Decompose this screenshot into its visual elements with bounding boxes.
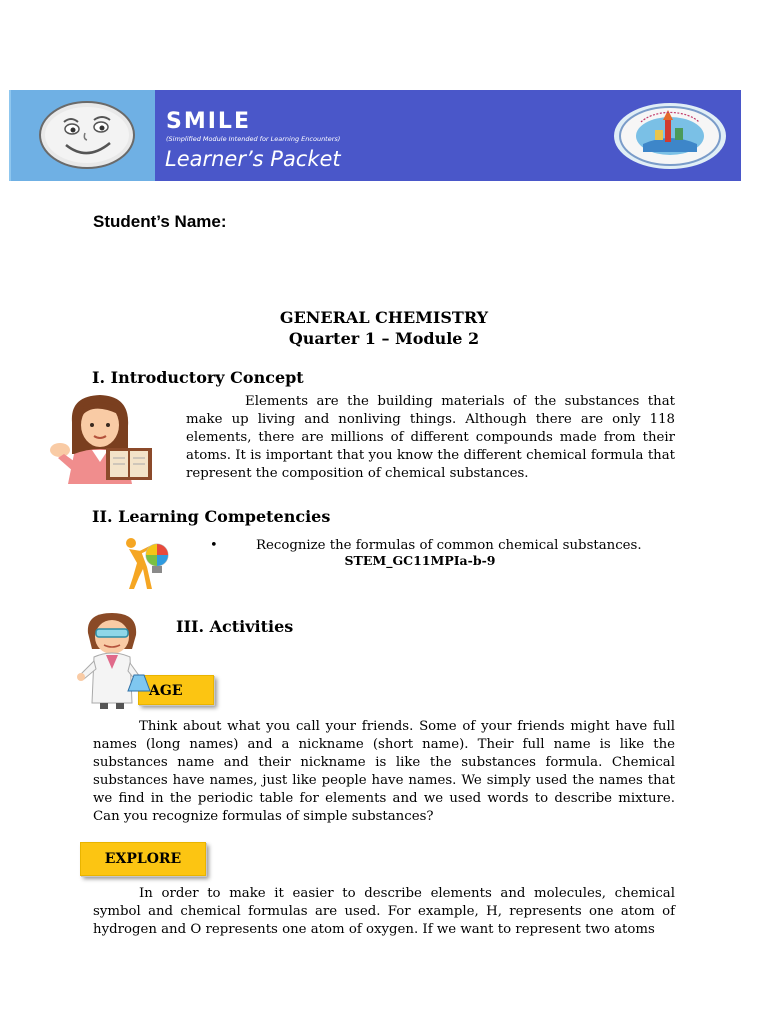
intro-heading: I. Introductory Concept — [92, 368, 304, 387]
teacher-reading-illustration — [48, 392, 156, 484]
explore-tag: EXPLORE — [80, 842, 206, 876]
competency-code: STEM_GC11MPIa-b-9 — [344, 553, 496, 568]
scientist-girl-illustration — [74, 611, 152, 709]
competencies-heading: II. Learning Competencies — [92, 507, 331, 526]
competency-bullet: • — [210, 538, 218, 553]
banner-edge — [9, 90, 11, 181]
engage-paragraph: Think about what you call your friends. Some of your friends might have full names (long names) and a nickname (short name). Their full name is like the substances name and their nickname is like the substances formula. Chemical substances have names, just like people have names. We simply used the names that we find in the periodic table for elements and we used words to describe mixture. Can you recognize formulas of simple substances? — [93, 719, 675, 824]
student-name-label: Student’s Name: — [93, 212, 227, 231]
activities-heading: III. Activities — [176, 617, 294, 636]
deped-seal-logo — [613, 102, 727, 170]
competency-text: Recognize the formulas of common chemical substances. — [256, 538, 642, 553]
brand-packet-label: Learner’s Packet — [165, 147, 341, 171]
engage-tag: AGE — [138, 675, 214, 705]
brand-subtitle: (Simplified Module Intended for Learning Encounters) — [166, 135, 341, 143]
intro-paragraph: Elements are the building materials of the substances that make up living and nonliving things. Although there are only 118 elements, there are millions of different compounds made from their atoms. It is important that you know the different chemical formula that represent the composition of chemical substances. — [186, 394, 675, 481]
subject-title: GENERAL CHEMISTRY — [279, 308, 489, 327]
smiley-face-logo — [38, 100, 136, 170]
brand-title: SMILE — [166, 109, 251, 134]
explore-paragraph: In order to make it easier to describe elements and molecules, chemical symbol and chemical formulas are used. For example, H, represents one atom of hydrogen and O represents one atom of oxygen. If we want to represent two atoms — [93, 886, 675, 937]
quarter-module-title: Quarter 1 – Module 2 — [288, 329, 480, 348]
